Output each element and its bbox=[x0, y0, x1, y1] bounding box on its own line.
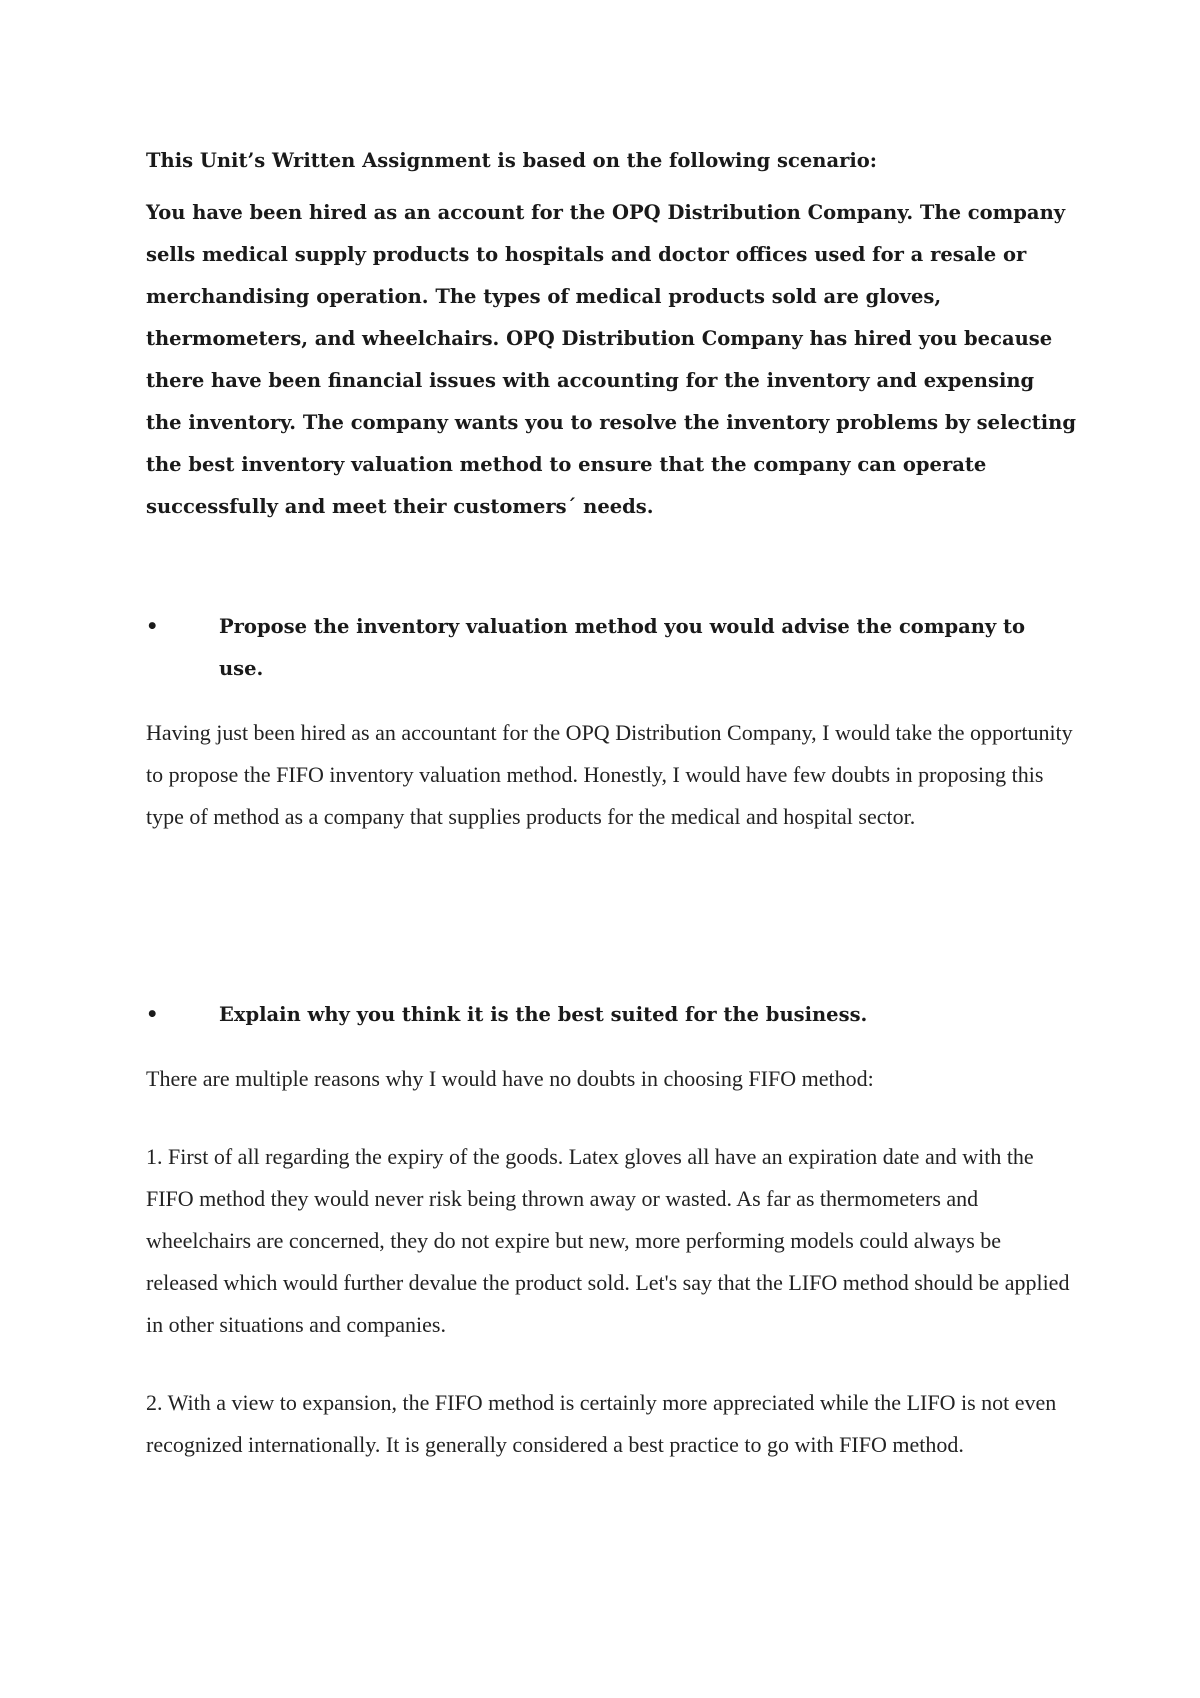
bullet-icon: • bbox=[146, 615, 159, 638]
question-1-text: Propose the inventory valuation method you would advise the company to use. bbox=[219, 615, 1026, 680]
reason-2-paragraph: 2. With a view to expansion, the FIFO method is certainly more appreciated while the LIFO is not even recognized internationally. It is generally considered a best practice to go with FIFO method. bbox=[146, 1390, 1057, 1457]
answer-2-intro: There are multiple reasons why I would have no doubts in choosing FIFO method: bbox=[146, 1066, 874, 1091]
reason-1-paragraph: 1. First of all regarding the expiry of the goods. Latex gloves all have an expiration date and with the FIFO method they would never risk being thrown away or wasted. As far as thermometers and wheelchairs are concerned, they do not expire but new, more performing models could always be released which would further devalue the product sold. Let's say that the LIFO method should be applied in other situations and companies. bbox=[146, 1144, 1070, 1337]
answer-1-paragraph: Having just been hired as an accountant for the OPQ Distribution Company, I would take the opportunity to propose the FIFO inventory valuation method. Honestly, I would have few doubts in proposing this type of method as a company that supplies products for the medical and hospital sector. bbox=[146, 720, 1073, 829]
assignment-heading: This Unit’s Written Assignment is based on the following scenario: bbox=[146, 149, 878, 172]
bullet-icon: • bbox=[146, 1003, 159, 1026]
document-page bbox=[146, 140, 1076, 1466]
scenario-paragraph: You have been hired as an account for the OPQ Distribution Company. The company sells medical supply products to hospitals and doctor offices used for a resale or merchandising operation. The types of medical products sold are gloves, thermometers, and wheelchairs. OPQ Distribution Company has hired you because there have been financial issues with accounting for the inventory and expensing the inventory. The company wants you to resolve the inventory problems by selecting the best inventory valuation method to ensure that the company can operate successfully and meet their customers´ needs. bbox=[146, 201, 1076, 518]
question-2 bbox=[146, 994, 1076, 1036]
question-1 bbox=[146, 606, 1076, 690]
question-2-text: Explain why you think it is the best suited for the business. bbox=[219, 1003, 868, 1026]
